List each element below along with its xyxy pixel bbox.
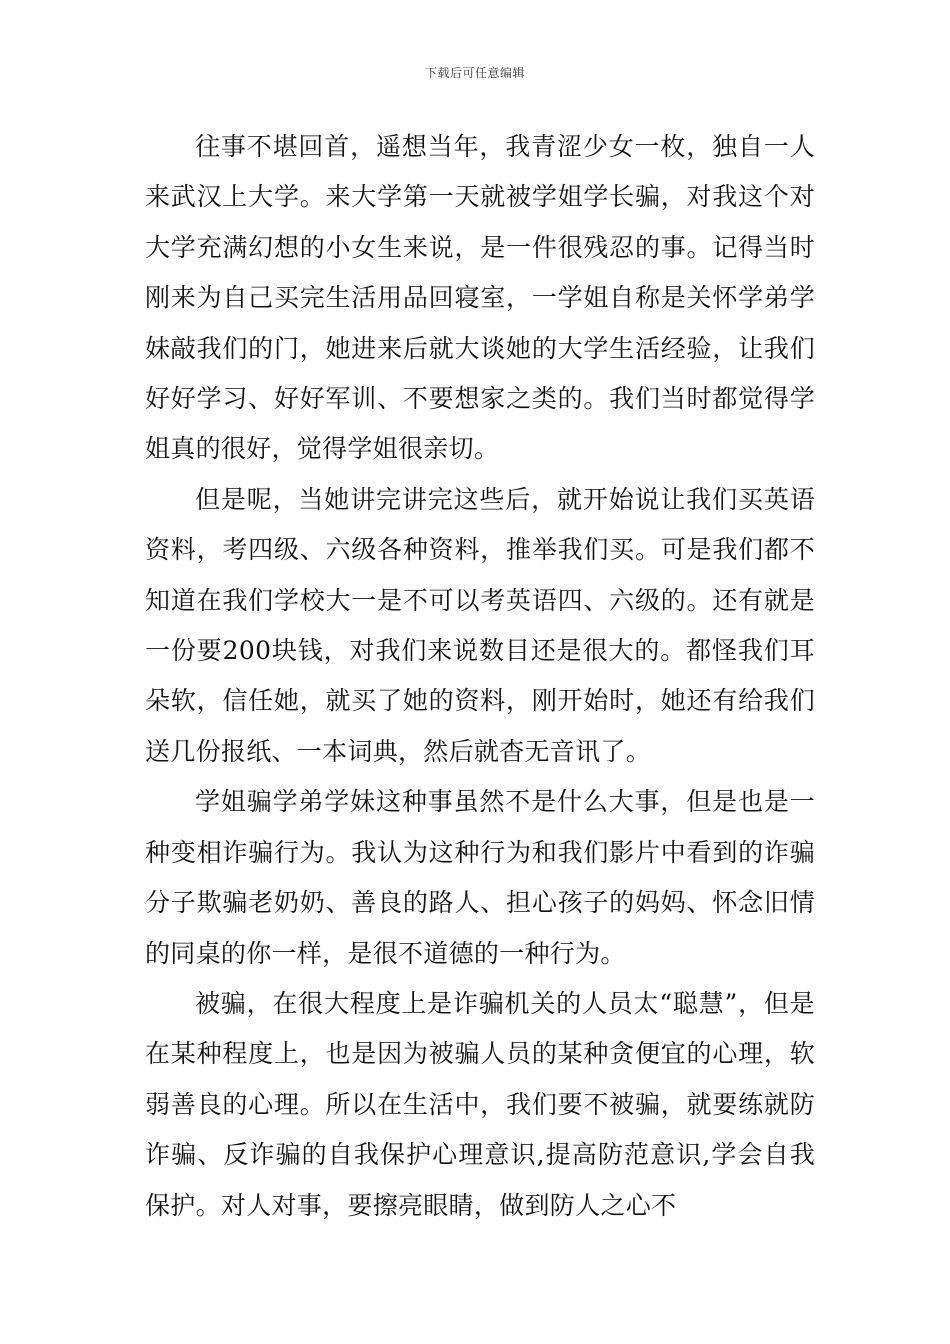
document-body bbox=[145, 122, 815, 1231]
paragraph-4: 被骗，在很大程度上是诈骗机关的人员太“聪慧”，但是在某种程度上，也是因为被骗人员的某种贪便宜的心理，软弱善良的心理。所以在生活中，我们要不被骗，就要练就防诈骗、反诈骗的自我保护心理意识,提高防范意识,学会自我保护。对人对事，要擦亮眼睛，做到防人之心不 bbox=[145, 988, 815, 1220]
page-header: 下载后可任意编辑 bbox=[424, 66, 525, 80]
paragraph-1: 往事不堪回首，遥想当年，我青涩少女一枚，独自一人来武汉上大学。来大学第一天就被学姐学长骗，对我这个对大学充满幻想的小女生来说，是一件很残忍的事。记得当时刚来为自己买完生活用品回寝室，一学姐自称是关怀学弟学妹敲我们的门，她进来后就大谈她的大学生活经验，让我们好好学习、好好军训、不要想家之类的。我们当时都觉得学姐真的很好，觉得学姐很亲切。 bbox=[145, 132, 815, 464]
paragraph-2: 但是呢，当她讲完讲完这些后，就开始说让我们买英语资料，考四级、六级各种资料，推举我们买。可是我们都不知道在我们学校大一是不可以考英语四、六级的。还有就是一份要200块钱，对我们来说数目还是很大的。都怪我们耳朵软，信任她，就买了她的资料，刚开始时，她还有给我们送几份报纸、一本词典，然后就杳无音讯了。 bbox=[145, 484, 815, 766]
paragraph-3: 学姐骗学弟学妹这种事虽然不是什么大事，但是也是一种变相诈骗行为。我认为这种行为和我们影片中看到的诈骗分子欺骗老奶奶、善良的路人、担心孩子的妈妈、怀念旧情的同桌的你一样，是很不道德的一种行为。 bbox=[145, 787, 815, 968]
